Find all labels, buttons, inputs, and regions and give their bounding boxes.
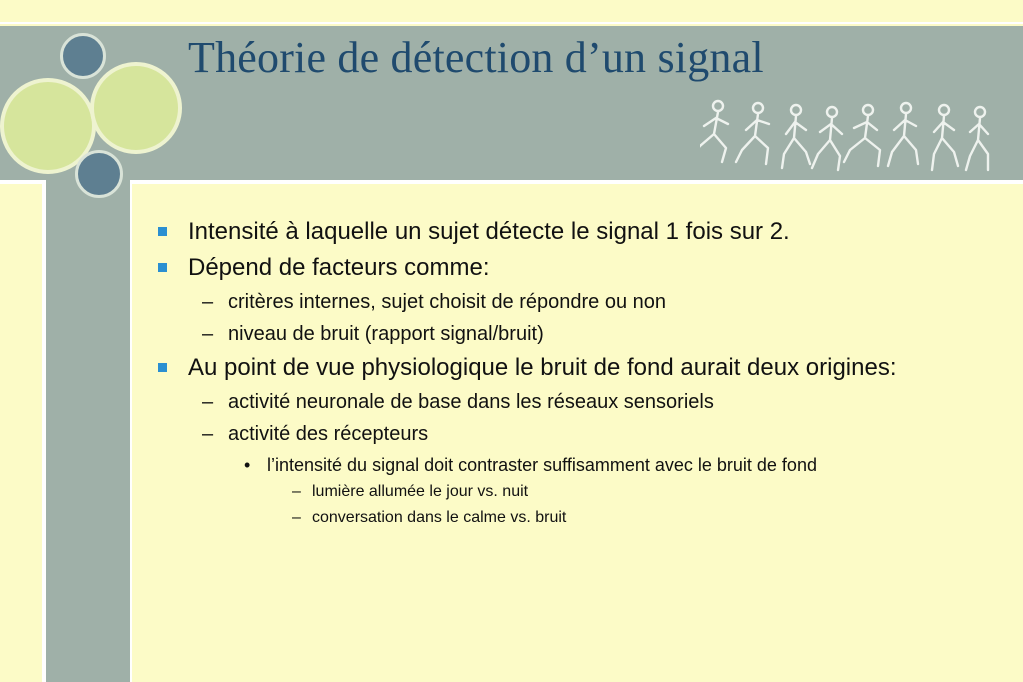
bullet-list — [150, 218, 1000, 534]
decorative-circle-dark — [75, 150, 123, 198]
top-divider-line — [0, 22, 1023, 24]
bullet-text: conversation dans le calme vs. bruit — [312, 509, 567, 526]
bullet-text: Dépend de facteurs comme: — [188, 254, 490, 281]
dash-bullet-icon: – — [202, 391, 214, 413]
dash-bullet-icon: – — [202, 423, 214, 445]
sub-bullet-item — [150, 422, 1000, 446]
bullet-text: activité des récepteurs — [228, 423, 429, 445]
bullet-text: activité neuronale de base dans les réseaux sensoriels — [228, 391, 714, 413]
bullet-text: l’intensité du signal doit contraster suffisamment avec le bruit de fond — [267, 455, 817, 475]
bullet-item — [150, 254, 1000, 281]
band-bottom-line — [0, 180, 46, 184]
square-bullet-icon — [158, 263, 167, 272]
sub-bullet-item — [150, 290, 1000, 314]
square-bullet-icon — [158, 227, 167, 236]
decorative-circle-dark — [60, 33, 106, 79]
left-sidebar-band — [46, 180, 130, 682]
bullet-item — [150, 354, 978, 381]
dash-bullet-icon: – — [202, 323, 214, 345]
sub-sub-bullet-item — [150, 454, 1000, 476]
dash-bullet-icon: – — [292, 483, 301, 500]
dash-bullet-icon: – — [202, 291, 214, 313]
bullet-text: Intensité à laquelle un sujet détecte le signal 1 fois sur 2. — [188, 218, 790, 245]
decorative-circle-light — [90, 62, 182, 154]
sub-bullet-item — [150, 390, 1000, 414]
slide-title: Théorie de détection d’un signal — [188, 33, 764, 82]
sub-bullet-item — [150, 322, 1000, 346]
level4-bullet-item — [150, 482, 1000, 502]
square-bullet-icon — [158, 363, 167, 372]
bullet-text: lumière allumée le jour vs. nuit — [312, 483, 529, 500]
bullet-text: critères internes, sujet choisit de répondre ou non — [228, 291, 667, 313]
bullet-text: Au point de vue physiologique le bruit de fond aurait deux origines: — [188, 354, 897, 381]
sidebar-left-line — [42, 180, 46, 682]
bullet-text: niveau de bruit (rapport signal/bruit) — [228, 323, 544, 345]
dot-bullet-icon: • — [244, 455, 251, 475]
bullet-item — [150, 218, 1000, 245]
dash-bullet-icon: – — [292, 509, 301, 526]
runner-sequence-illustration — [700, 96, 1005, 178]
level4-bullet-item — [150, 508, 1000, 528]
